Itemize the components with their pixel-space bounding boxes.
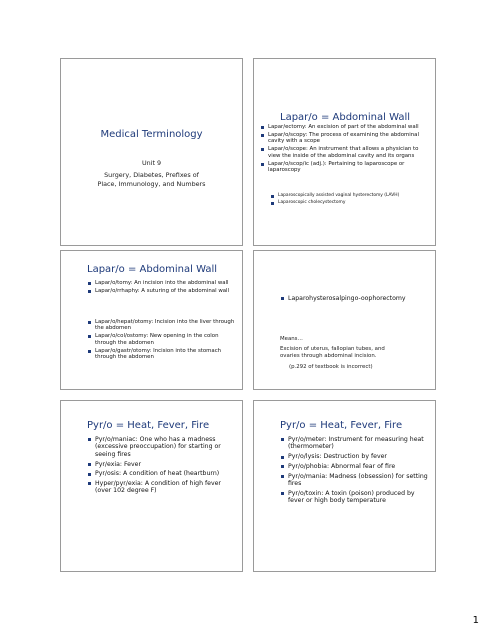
slide-heading: Pyr/o = Heat, Fever, Fire	[87, 420, 210, 431]
slide-pyro-1	[60, 400, 243, 572]
bullet-item: Pyr/o/toxin: A toxin (poison) produced by fever or high body temperature	[280, 490, 430, 505]
slide-heading: Pyr/o = Heat, Fever, Fire	[280, 420, 403, 431]
bullet-list	[280, 295, 430, 305]
bullet-item: Lapar/o/tomy: An incision into the abdominal wall	[87, 280, 237, 286]
bullet-item: Pyr/osis: A condition of heat (heartburn)	[87, 470, 237, 477]
sub-bullet-item: Laparoscopically assisted vaginal hysterectomy (LAVH)	[270, 193, 420, 198]
definition-text: Excision of uterus, fallopian tubes, and ovaries through abdominal incision.	[280, 346, 385, 360]
slide-unit: Unit 9	[141, 159, 162, 167]
slide-subtitle-line-2: Place, Immunology, and Numbers	[97, 180, 206, 188]
bullet-item: Lapar/ectomy: An excision of part of the abdominal wall	[260, 124, 428, 130]
bullet-item: Lapar/o/col/ostomy: New opening in the colon through the abdomen	[87, 333, 237, 346]
slide-pyro-2	[253, 400, 436, 572]
bullet-item: Pyr/o/phobia: Abnormal fear of fire	[280, 463, 430, 470]
bullet-item: Hyper/pyr/exia: A condition of high fever (over 102 degree F)	[87, 480, 237, 495]
bullet-list	[260, 124, 428, 175]
bullet-item: Pyr/exia: Fever	[87, 461, 237, 468]
slide-title	[60, 58, 243, 246]
slide-heading: Lapar/o = Abdominal Wall	[280, 112, 411, 123]
slide-subtitle-line-1: Surgery, Diabetes, Prefixes of	[104, 171, 199, 179]
bullet-item: Lapar/o/scop/ic (adj.): Pertaining to laparoscope or laparoscopy	[260, 161, 428, 174]
slide-heading: Lapar/o = Abdominal Wall	[87, 264, 218, 275]
bullet-list	[87, 436, 237, 497]
slide-laparohysterosalpingo	[253, 250, 436, 390]
bullet-item: Lapar/o/scope: An instrument that allows a physician to view the inside of the abdominal cavity and its organs	[260, 146, 428, 159]
sub-bullet-item: Laparoscopic cholecystectomy	[270, 200, 420, 205]
means-label: Means…	[280, 336, 303, 342]
bullet-item: Pyr/o/lysis: Destruction by fever	[280, 453, 430, 460]
bullet-list-a	[87, 280, 237, 296]
bullet-item: Laparohysterosalpingo-oophorectomy	[280, 295, 430, 302]
textbook-note: (p.292 of textbook is incorrect)	[289, 364, 373, 370]
page-number: 1	[472, 615, 479, 626]
slide-title-heading: Medical Terminology	[100, 129, 203, 140]
slide-laparo-2	[60, 250, 243, 390]
bullet-item: Lapar/o/rrhaphy: A suturing of the abdominal wall	[87, 288, 237, 294]
bullet-item: Lapar/o/hepat/otomy: Incision into the liver through the abdomen	[87, 319, 237, 332]
bullet-item: Lapar/o/gastr/otomy: Incision into the stomach through the abdomen	[87, 348, 237, 361]
bullet-item: Pyr/o/meter: Instrument for measuring heat (thermometer)	[280, 436, 430, 451]
slide-laparo-1	[253, 58, 436, 246]
bullet-item: Lapar/o/scopy: The process of examining the abdominal cavity with a scope	[260, 132, 428, 145]
bullet-list	[280, 436, 430, 507]
sub-bullet-list	[270, 193, 420, 207]
bullet-list-b	[87, 319, 237, 362]
bullet-item: Pyr/o/mania: Madness (obsession) for setting fires	[280, 473, 430, 488]
bullet-item: Pyr/o/maniac: One who has a madness (excessive preoccupation) for starting or seeing fires	[87, 436, 237, 458]
